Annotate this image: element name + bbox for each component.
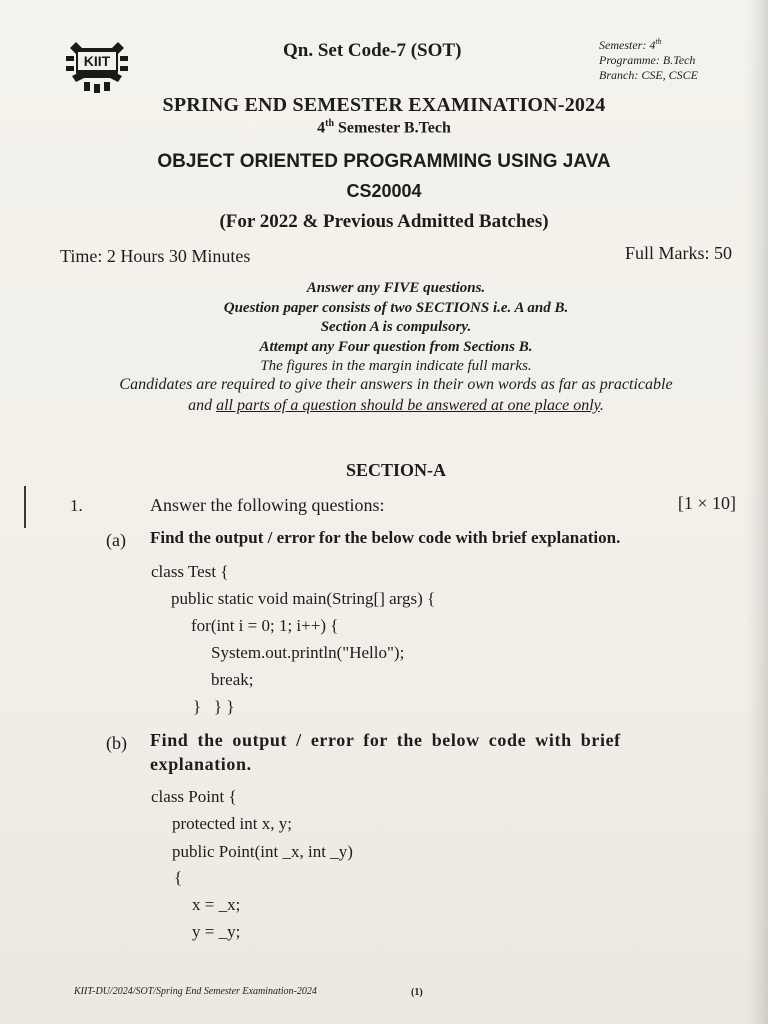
code-line: System.out.println("Hello"); [211, 643, 405, 662]
code-line: for(int i = 0; 1; i++) { [191, 616, 339, 635]
instruction-line-last: and all parts of a question should be answered at one place only. [188, 397, 604, 414]
question-text: Answer the following questions: [150, 495, 385, 515]
exam-time: Time: 2 Hours 30 Minutes [60, 246, 251, 266]
logo-text: KIIT [83, 53, 111, 69]
instruction-line: Question paper consists of two SECTIONS i.e. A and B. [223, 300, 569, 316]
margin-pen-mark [24, 486, 26, 528]
instruction-line: Section A is compulsory. [320, 319, 472, 335]
code-line: } } } [193, 697, 235, 716]
subject-title: OBJECT ORIENTED PROGRAMMING USING JAVA [157, 151, 611, 172]
part-a-label: (a) [106, 530, 126, 550]
branch-meta: Branch: CSE, CSCE [599, 68, 698, 82]
code-line: y = _y; [192, 922, 241, 941]
code-line: break; [211, 670, 254, 689]
page-footer: KIIT-DU/2024/SOT/Spring End Semester Examination-2024 [74, 986, 317, 997]
exam-meta-block [599, 34, 698, 83]
programme-meta: Programme: B.Tech [599, 53, 696, 67]
question-number: 1. [70, 496, 83, 515]
section-heading: SECTION-A [345, 460, 447, 480]
code-line: class Point { [151, 787, 237, 806]
question-set-code: Qn. Set Code-7 (SOT) [283, 40, 462, 61]
instruction-line: The figures in the margin indicate full marks. [260, 358, 532, 374]
exam-title: SPRING END SEMESTER EXAMINATION-2024 [162, 94, 606, 116]
code-line: public static void main(String[] args) { [171, 589, 436, 608]
semester-line: 4th Semester B.Tech [317, 118, 451, 137]
kiit-logo-icon [62, 38, 132, 94]
semester-meta: Semester: 4th [599, 37, 662, 52]
page-number: (1) [411, 987, 423, 998]
code-line: { [174, 868, 183, 887]
admitted-batches: (For 2022 & Previous Admitted Batches) [219, 211, 549, 232]
instruction-line: Candidates are required to give their answers in their own words as far as practicable [119, 376, 673, 393]
code-line: class Test { [151, 562, 229, 581]
course-code: CS20004 [346, 181, 422, 201]
part-a-text: Find the output / error for the below code with brief explanation. [150, 528, 621, 547]
part-b-text: Find the output / error for the below code with brief explanation. [150, 730, 621, 774]
full-marks: Full Marks: 50 [624, 243, 732, 263]
code-line: x = _x; [192, 895, 241, 914]
part-b-label: (b) [106, 733, 127, 753]
instruction-line: Attempt any Four question from Sections B. [259, 339, 533, 355]
code-line: public Point(int _x, int _y) [172, 842, 353, 861]
question-marks: [1 × 10] [677, 493, 736, 513]
code-line: protected int x, y; [172, 814, 292, 833]
instruction-line: Answer any FIVE questions. [306, 280, 486, 296]
